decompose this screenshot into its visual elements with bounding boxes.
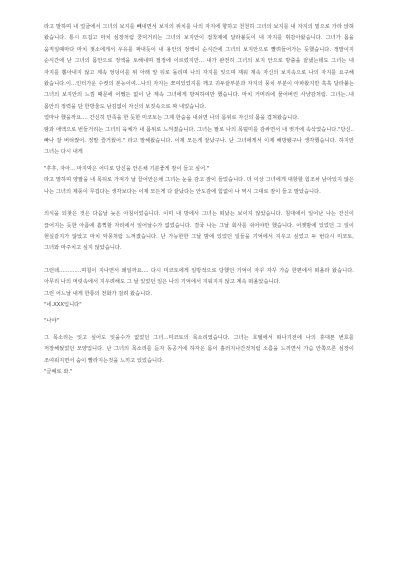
dialogue-line: "나야" — [44, 318, 59, 325]
paragraph: 얼마나 했을까요.... 간신히 만족을 한 듯한 미코토는 그제 한숨을 내쉬면 나의 몸위로 자신의 몸을 겹쳐왔습니다. — [44, 115, 299, 122]
dialogue-line: "네.XXX입니다" — [44, 301, 82, 308]
paragraph: 라고 말하며 양팔을 내 목뒤로 가져가 날 끌어안은채 그녀는 눈을 감고 잠이 들었습니다. 더 이상 그녀에게 대항할 힘조차 남아있지 않은 나는 그녀의 제풍이 무겁다는 생각보다는 이제 모든게 다 끝났다는 안도감에 힘없이 나 역시 그대로 잠이 들고 말았습니다. — [44, 177, 354, 195]
paragraph: 그 목소리는 잊고 싶어도 잊을수가 없었던 그녀...미코토의 목소리였습니다. 그녀는 호텔에서 떠나기전에 나의 휴대폰 번호를 저장해뒀었던 모양입니다. 난 그녀의 목소리를 듣자 동공거에 하자온 몸이 흘러지나간것처럼 소름을 느끼면서 가슴 안쪽으론 심장이 조여워지면서 숨이 빨라지는것을 느끼고 있었습니다. — [44, 334, 354, 364]
dialogue-line: "글쎄로 와." — [44, 368, 73, 375]
paragraph: 라고 말하며 내 얼굴에서 그녀의 보지를 빼내면서 보지의 위치를 나의 자지에 향하고 천천히 그녀의 보지를 내 자지의 밑으로 가라 앉혀 왔습니다. 통시 뜨겁고 마치 심장처럼 쿵덕거리는 그녀의 보지안이 접착제에 달라붙듯이 내 자지를 휘감아왔습니다. 그녀가 몸을 움직일때마다 마치 젖소에게서 우유를 짜내듯이 내 용안의 정액이 순식간에 그녀의 보지안으로 빨려들어가는 듯했습니다. 정말이지 순식간에 난 그녀의 몸안으로 정액을 토해내며 절정에 이르렀지만... 내가 완전히 그녀의 보지 안으로 방출을 끝냈는데도 그녀는 내 자지를 뽑아내지 않고 계속 엉덩이를 위 아래 앞 뒤로 돌리며 나의 자지를 잊으며 재워 계속 자신의 보지속으로 나의 자지를 요구해 왔습니다.이...인터가운 수컷의 본능이여...나의 자지는 쪼여있었지를 깨고 귀두끝부분과 자지의 뭉치 부분이 아파왔지만 혹혹 달라붙는 그녀의 보지안의 느낌 때문에 어쨌든 없이 난 계속 그녀에게 방져하여만 했습니다. 마치 거머리에 물어버린 사냥감처럼. 그녀는..내 몸안의 정력을 단 한방울도 남김없이 자신의 보짓속으로 짜 내었습니다. — [44, 24, 354, 110]
paragraph: 그런데.............며칠이 지나면서 왜일까요.... 다시 미코토에게 일방적으로 당했던 기억이 자꾸 자꾸 가슴 한편에서 떠올라 왔습니다. 아무리 나의 머릿속에서 지우려해도 그 날 있었던 일은 나의 기억에서 지워지지 않고 계속 떠올았습니다. — [44, 267, 354, 286]
paragraph: 의식을 되찾은 것은 다음날 늦은 아침이었습니다. 이미 내 방에서 그녀는 떠났는 보이지 않았습니다. 침대에서 일어난 나는 잔신이 끊어지는 듯한 아픔에 흠찍할 자리에서 일어날수가 없었습니다. 결국 나는 그날 회사를 쉬어야만 했습니다. 어젯밤에 있었던 그 일이 현실같지가 않았고 마치 악몽처럼 느껴졌습니다. 난 가능한한 그날 밤에 있었던 일들을 기억에서 지우고 싶었고 두 번다시 미코토, 그녀와 마주치고 싶지 않았습니다. — [44, 211, 354, 252]
dialogue-line: "후후, 자아... 마지막은 어디로 당신을 안은채 기분좋게 잠이 들고 싶어." — [44, 165, 210, 172]
paragraph: 땀과 애액으로 번들거리는 그녀의 육체가 내 몸위로 느껴졌습니다. 그녀는 팔로 나의 목덜미를 감싸면서 내 귓가에 속삭였습니다."당신..빠나 잘 버텨줬어. 정말 즐거웠어." 라고 말해왔습니다. 이제 모든게 끝났구나. 난 그녀에게서 이제 해방됐구나 생각했습니다. 하지만 그녀는 다시 내게 — [44, 126, 354, 156]
paragraph: 그런 어느날 내게 한통의 전화가 걸려 왔습니다. — [44, 290, 153, 297]
